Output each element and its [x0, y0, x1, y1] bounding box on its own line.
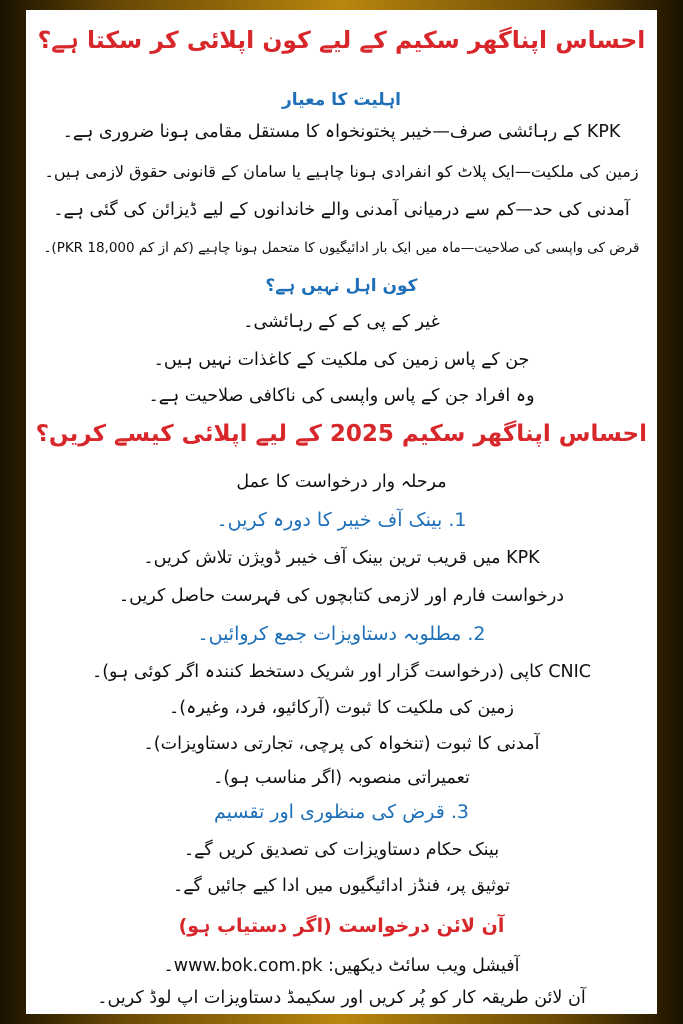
not-eligible-item: وہ افراد جن کے پاس واپسی کی ناکافی صلاحیت ہے۔ [148, 386, 535, 406]
section-title: احساس اپناگھر سکیم 2025 کے لیے اپلائی کیسے کریں؟ [35, 421, 647, 447]
online-item: آن لائن طریقہ کار کو پُر کریں اور سکیمڈ دستاویزات اپ لوڈ کریں۔ [97, 988, 586, 1008]
eligibility-item: قرض کی واپسی کی صلاحیت—ماہ میں ایک بار ادائیگیوں کا متحمل ہونا چاہیے (کم از کم PKR 18,000)۔ [43, 240, 640, 256]
step-2-item: تعمیراتی منصوبہ (اگر مناسب ہو)۔ [213, 768, 470, 788]
not-eligible-item: جن کے پاس زمین کی ملکیت کے کاغذات نہیں ہیں۔ [153, 350, 530, 370]
document-page [26, 10, 657, 1014]
eligibility-item: زمین کی ملکیت—ایک پلاٹ کو انفرادی ہونا چاہیے یا سامان کے قانونی حقوق لازمی ہیں۔ [44, 162, 639, 181]
eligibility-item: KPK کے رہائشی صرف—خیبر پختونخواہ کا مستقل مقامی ہونا ضروری ہے۔ [62, 122, 621, 142]
eligibility-item: آمدنی کی حد—کم سے درمیانی آمدنی والے خاندانوں کے لیے ڈیزائن کی گئی ہے۔ [53, 200, 630, 220]
not-eligible-item: غیر کے پی کے کے رہائشی۔ [243, 312, 440, 332]
process-heading: مرحلہ وار درخواست کا عمل [236, 472, 447, 492]
step-2-item: CNIC کاپی (درخواست گزار اور شریک دستخط کنندہ اگر کوئی ہو)۔ [91, 662, 592, 682]
step-3-item: توثیق پر، فنڈز ادائیگیوں میں ادا کیے جائیں گے۔ [173, 876, 510, 896]
step-3-item: بینک حکام دستاویزات کی تصدیق کریں گے۔ [183, 840, 500, 860]
eligibility-heading: اہلیت کا معیار [282, 90, 401, 110]
step-1-item: KPK میں قریب ترین بینک آف خیبر ڈویژن تلاش کریں۔ [143, 548, 540, 568]
step-1-item: درخواست فارم اور لازمی کتابچوں کی فہرست حاصل کریں۔ [118, 586, 565, 606]
step-2-label: 2. مطلوبہ دستاویزات جمع کروائیں۔ [197, 623, 486, 645]
step-2-item: آمدنی کا ثبوت (تنخواہ کی پرچی، تجارتی دستاویزات)۔ [143, 734, 540, 754]
page-title: احساس اپناگھر سکیم کے لیے کون اپلائی کر سکتا ہے؟ [37, 26, 646, 54]
online-heading: آن لائن درخواست (اگر دستیاب ہو) [178, 915, 505, 937]
step-2-item: زمین کی ملکیت کا ثبوت (آرکائیو، فرد، وغیرہ)۔ [169, 698, 514, 718]
not-eligible-heading: کون اہل نہیں ہے؟ [265, 276, 418, 296]
step-3-label: 3. قرض کی منظوری اور تقسیم [214, 801, 469, 823]
step-1-label: 1. بینک آف خیبر کا دورہ کریں۔ [216, 509, 467, 531]
online-item: آفیشل ویب سائٹ دیکھیں: www.bok.com.pk۔ [163, 956, 520, 976]
